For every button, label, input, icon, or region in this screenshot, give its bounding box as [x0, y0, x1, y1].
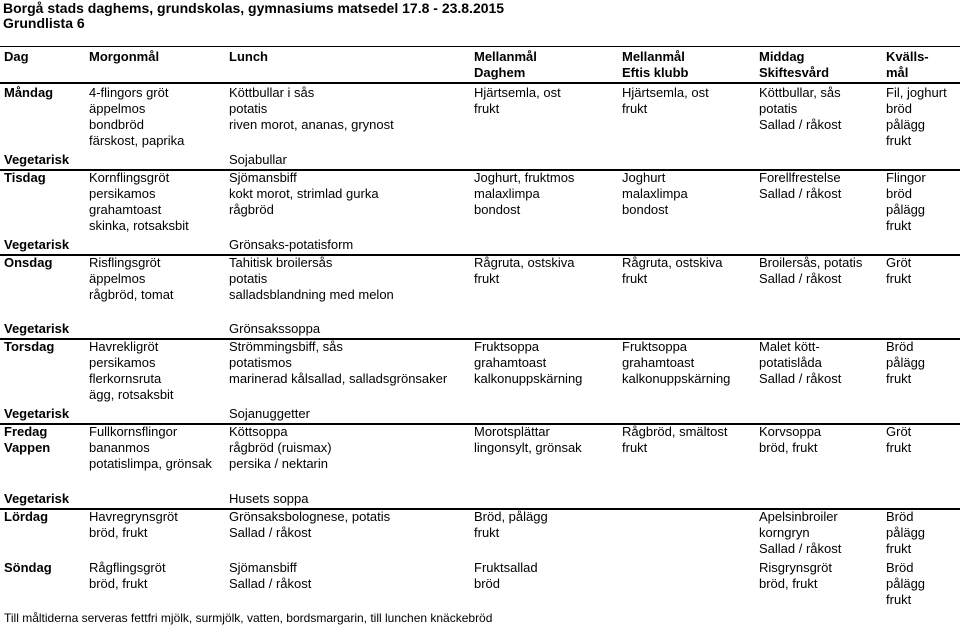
day-3-mell2-line: Rågruta, ostskiva	[622, 255, 723, 270]
day-4-morgon-line: ägg, rotsaksbit	[89, 387, 174, 402]
day-3-morgon-line: Risflingsgröt	[89, 255, 161, 270]
day-1-vegetarisk-dish: Sojabullar	[229, 152, 287, 167]
day-7-morgon-line: bröd, frukt	[89, 576, 148, 591]
day-1-lunch-line: riven morot, ananas, grynost	[229, 117, 394, 132]
day-7-lunch-line: Sjömansbiff	[229, 560, 297, 575]
day-1-morgon-line: 4-flingors gröt	[89, 85, 169, 100]
day-3-middag-line: Broilersås, potatis	[759, 255, 863, 270]
day-2-mell1-line: bondost	[474, 202, 521, 217]
day-2-morgon-line: Kornflingsgröt	[89, 170, 170, 185]
page-title: Borgå stads daghems, grundskolas, gymnasiums matsedel 17.8 - 23.8.2015	[3, 0, 505, 16]
day-3-vegetarisk-dish: Grönsakssoppa	[229, 321, 321, 336]
day-4-morgon-line: Havrekligröt	[89, 339, 159, 354]
day-3-mell1-line: Rågruta, ostskiva	[474, 255, 575, 270]
day-4-mell1-line: grahamtoast	[474, 355, 547, 370]
day-2-lunch-line: Sjömansbiff	[229, 170, 297, 185]
day-5-day-line: Fredag	[4, 424, 48, 439]
day-1-middag-line: Köttbullar, sås	[759, 85, 841, 100]
day-4-morgon-line: flerkornsruta	[89, 371, 162, 386]
day-6-day-line: Lördag	[4, 509, 49, 524]
header-mellanmal-daghem: Mellanmål	[474, 49, 537, 64]
day-6-morgon-line: bröd, frukt	[89, 525, 148, 540]
day-6-lunch-line: Sallad / råkost	[229, 525, 312, 540]
footer-note: Till måltiderna serveras fettfri mjölk, surmjölk, vatten, bordsmargarin, till lunchen knäckebröd	[4, 611, 493, 625]
day-7-lunch-line: Sallad / råkost	[229, 576, 312, 591]
day-6-morgon-line: Havregrynsgröt	[89, 509, 178, 524]
day-1-kvall-line: Fil, joghurt	[886, 85, 947, 100]
day-5-middag-line: bröd, frukt	[759, 440, 818, 455]
day-4-lunch-line: potatismos	[229, 355, 292, 370]
day-1-mell2-line: Hjärtsemla, ost	[622, 85, 709, 100]
day-3-morgon-line: äppelmos	[89, 271, 146, 286]
day-1-morgon-line: äppelmos	[89, 101, 146, 116]
day-2-morgon-line: persikamos	[89, 186, 156, 201]
day-4-mell1-line: Fruktsoppa	[474, 339, 540, 354]
day-2-kvall-line: Flingor	[886, 170, 926, 185]
day-1-vegetarisk-label: Vegetarisk	[4, 152, 70, 167]
day-1-middag-line: Sallad / råkost	[759, 117, 842, 132]
day-5-mell2-line: Rågbröd, smältost	[622, 424, 728, 439]
day-3-kvall-line: Gröt	[886, 255, 912, 270]
day-1-morgon-line: bondbröd	[89, 117, 144, 132]
day-4-vegetarisk-label: Vegetarisk	[4, 406, 70, 421]
header-top-rule	[0, 46, 960, 47]
day-3-lunch-line: Tahitisk broilersås	[229, 255, 333, 270]
day-2-mell2-line: malaxlimpa	[622, 186, 688, 201]
header-middag: Middag	[759, 49, 805, 64]
day-2-vegetarisk-dish: Grönsaks-potatisform	[229, 237, 354, 252]
day-2-morgon-line: skinka, rotsaksbit	[89, 218, 189, 233]
day-5-kvall-line: frukt	[886, 440, 912, 455]
day-7-morgon-line: Rågflingsgröt	[89, 560, 166, 575]
day-7-kvall-line: Bröd	[886, 560, 914, 575]
day-7-mell1-line: bröd	[474, 576, 501, 591]
day-4-kvall-line: frukt	[886, 371, 912, 386]
day-4-vegetarisk-dish: Sojanuggetter	[229, 406, 310, 421]
day-4-middag-line: Malet kött-	[759, 339, 820, 354]
header-lunch: Lunch	[229, 49, 268, 64]
header-morgonmal: Morgonmål	[89, 49, 160, 64]
day-2-morgon-line: grahamtoast	[89, 202, 162, 217]
day-4-middag-line: potatislåda	[759, 355, 822, 370]
day-2-mell1-line: malaxlimpa	[474, 186, 540, 201]
day-5-mell1-line: Morotsplättar	[474, 424, 550, 439]
day-1-kvall-line: pålägg	[886, 117, 926, 132]
day-1-mell1-line: Hjärtsemla, ost	[474, 85, 561, 100]
day-5-morgon-line: bananmos	[89, 440, 150, 455]
day-4-mell1-line: kalkonuppskärning	[474, 371, 583, 386]
day-1-mell2-line: frukt	[622, 101, 648, 116]
header-middag-sub: Skiftesvård	[759, 65, 830, 80]
day-3-middag-line: Sallad / råkost	[759, 271, 842, 286]
day-5-lunch-line: Köttsoppa	[229, 424, 288, 439]
day-1-day-line: Måndag	[4, 85, 54, 100]
day-6-middag-line: Apelsinbroiler	[759, 509, 838, 524]
day-2-lunch-line: kokt morot, strimlad gurka	[229, 186, 379, 201]
day-4-mell2-line: grahamtoast	[622, 355, 695, 370]
day-4-lunch-line: marinerad kålsallad, salladsgrönsaker	[229, 371, 448, 386]
day-4-morgon-line: persikamos	[89, 355, 156, 370]
day-3-lunch-line: salladsblandning med melon	[229, 287, 394, 302]
day-6-mell1-line: frukt	[474, 525, 500, 540]
day-2-day-line: Tisdag	[4, 170, 46, 185]
header-kvallsmal: Kvälls-	[886, 49, 929, 64]
day-4-middag-line: Sallad / råkost	[759, 371, 842, 386]
day-6-kvall-line: Bröd	[886, 509, 914, 524]
day-6-mell1-line: Bröd, pålägg	[474, 509, 548, 524]
day-5-kvall-line: Gröt	[886, 424, 912, 439]
day-1-kvall-line: bröd	[886, 101, 913, 116]
day-6-middag-line: korngryn	[759, 525, 810, 540]
day-2-mell1-line: Joghurt, fruktmos	[474, 170, 575, 185]
day-3-mell1-line: frukt	[474, 271, 500, 286]
day-5-morgon-line: potatislimpa, grönsak	[89, 456, 212, 471]
day-5-lunch-line: rågbröd (ruismax)	[229, 440, 332, 455]
day-5-lunch-line: persika / nektarin	[229, 456, 328, 471]
day-2-mell2-line: bondost	[622, 202, 669, 217]
page-subtitle: Grundlista 6	[3, 15, 85, 31]
day-1-kvall-line: frukt	[886, 133, 912, 148]
day-2-middag-line: Sallad / råkost	[759, 186, 842, 201]
day-2-vegetarisk-label: Vegetarisk	[4, 237, 70, 252]
header-mellanmal-eftis-sub: Eftis klubb	[622, 65, 689, 80]
day-1-middag-line: potatis	[759, 101, 798, 116]
day-1-lunch-line: Köttbullar i sås	[229, 85, 315, 100]
day-3-day-line: Onsdag	[4, 255, 53, 270]
day-7-kvall-line: frukt	[886, 592, 912, 607]
day-3-morgon-line: rågbröd, tomat	[89, 287, 174, 302]
day-2-lunch-line: rågbröd	[229, 202, 274, 217]
day-7-day-line: Söndag	[4, 560, 52, 575]
day-7-middag-line: Risgrynsgröt	[759, 560, 832, 575]
day-4-day-line: Torsdag	[4, 339, 55, 354]
day-5-day-line: Vappen	[4, 440, 51, 455]
day-4-mell2-line: Fruktsoppa	[622, 339, 688, 354]
day-1-mell1-line: frukt	[474, 101, 500, 116]
day-7-mell1-line: Fruktsallad	[474, 560, 538, 575]
day-2-kvall-line: bröd	[886, 186, 913, 201]
day-4-lunch-line: Strömmingsbiff, sås	[229, 339, 343, 354]
day-6-kvall-line: pålägg	[886, 525, 926, 540]
day-4-kvall-line: Bröd	[886, 339, 914, 354]
header-dag: Dag	[4, 49, 29, 64]
day-1-morgon-line: färskost, paprika	[89, 133, 185, 148]
day-5-middag-line: Korvsoppa	[759, 424, 822, 439]
day-6-lunch-line: Grönsaksbolognese, potatis	[229, 509, 391, 524]
day-3-vegetarisk-label: Vegetarisk	[4, 321, 70, 336]
header-bottom-rule	[0, 82, 960, 84]
day-7-middag-line: bröd, frukt	[759, 576, 818, 591]
day-6-middag-line: Sallad / råkost	[759, 541, 842, 556]
day-2-kvall-line: pålägg	[886, 202, 926, 217]
day-1-lunch-line: potatis	[229, 101, 268, 116]
day-7-kvall-line: pålägg	[886, 576, 926, 591]
day-2-mell2-line: Joghurt	[622, 170, 666, 185]
day-3-mell2-line: frukt	[622, 271, 648, 286]
day-2-middag-line: Forellfrestelse	[759, 170, 841, 185]
header-mellanmal-daghem-sub: Daghem	[474, 65, 526, 80]
header-mellanmal-eftis: Mellanmål	[622, 49, 685, 64]
day-5-mell1-line: lingonsylt, grönsak	[474, 440, 582, 455]
header-kvallsmal-sub: mål	[886, 65, 909, 80]
day-5-vegetarisk-label: Vegetarisk	[4, 491, 70, 506]
day-5-morgon-line: Fullkornsflingor	[89, 424, 178, 439]
day-2-kvall-line: frukt	[886, 218, 912, 233]
day-4-mell2-line: kalkonuppskärning	[622, 371, 731, 386]
day-5-mell2-line: frukt	[622, 440, 648, 455]
day-3-kvall-line: frukt	[886, 271, 912, 286]
day-6-kvall-line: frukt	[886, 541, 912, 556]
day-5-vegetarisk-dish: Husets soppa	[229, 491, 309, 506]
day-3-lunch-line: potatis	[229, 271, 268, 286]
day-4-kvall-line: pålägg	[886, 355, 926, 370]
